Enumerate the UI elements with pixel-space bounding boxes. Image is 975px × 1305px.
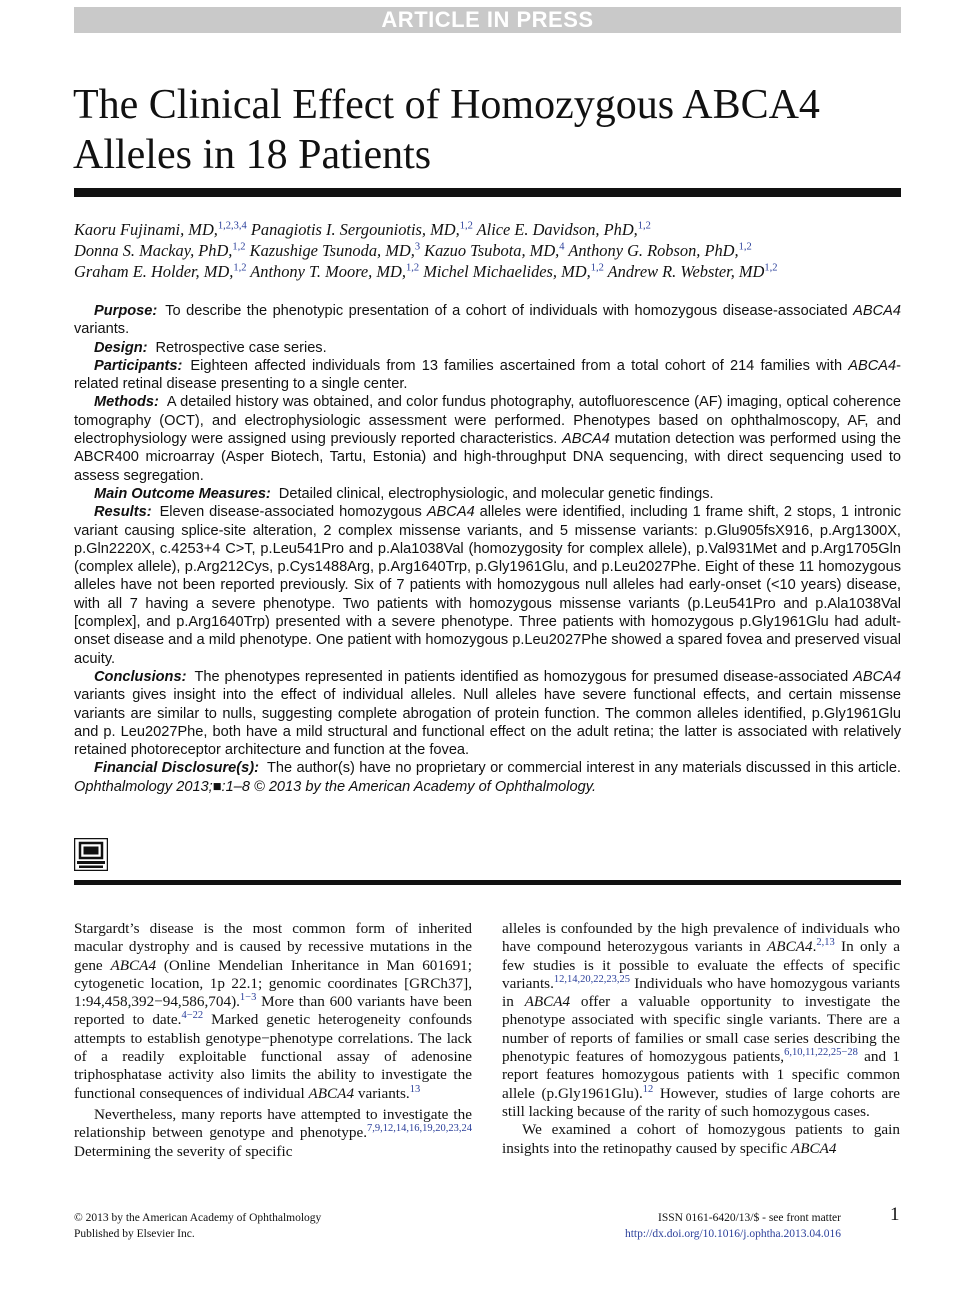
footer-copyright (74, 1211, 321, 1242)
body-paragraph: Nevertheless, many reports have attempted to investigate the relationship between genotype and phenotype.$^{7,9,12,14,16,19,20,23,24}$ Determining the severity of specific (74, 1105, 472, 1160)
author-list (74, 219, 914, 282)
gene-name: ABCA4 (853, 303, 901, 319)
author-affiliation[interactable]: 1,2 (637, 220, 651, 232)
author-name: Anthony G. Robson, PhD, (568, 241, 739, 260)
section-label: Conclusions: (94, 668, 187, 685)
author-line-3 (74, 261, 914, 282)
abstract-results: Results: Eleven disease-associated homozygous ABCA4 alleles were identified, including 1 frame shift, 2 stops, 1 intronic variant causing splice-site alteration, 2 complex missense variants, and 5 missense variants: p.Glu905fsX916, p.Arg1300X, p.Gln2220X, c.4253+4 C>T, p.Leu541Pro and p.Ala1038Val (homozygosity for complex allele), p.Val931Met and p.Arg1705Gln (complex allele), p.Arg212Cys, p.Cys1488Arg, p.Arg1640Trp, p.Gly1961Glu, and p.Leu2027Phe. Eight of these 11 homozygous alleles have not been reported previously. Six of 7 patients with homozygous null alleles had early-onset (<10 years) disease, with all 7 having a severe phenotype. Two patients with homozygous missense variants (p.Leu541Pro and p.Ala1038Val [complex], and p.Arg1640Trp) presented with a severe phenotype. Three patients with homozygous p.Gly1961Glu had adult-onset disease and a mild phenotype. One patient with homozygous p.Leu2027Phe showed a spared fovea and preserved visual acuity. (74, 504, 902, 667)
section-label: Results: (94, 504, 152, 521)
reference-citation[interactable]: 13 (409, 1083, 421, 1095)
author-affiliation[interactable]: 4 (559, 241, 565, 253)
gene-name: ABCA4 (767, 938, 813, 956)
author-name: Panagiotis I. Sergouniotis, MD, (250, 220, 460, 239)
author-line-1 (74, 219, 914, 240)
gene-name: ABCA4 (562, 431, 610, 448)
article-title: The Clinical Effect of Homozygous ABCA4 Alleles in 18 Patients (73, 82, 820, 178)
doi-link[interactable]: http://dx.doi.org/10.1016/j.ophtha.2013.04.016 (624, 1227, 841, 1240)
body-paragraph: We examined a cohort of homozygous patients to gain insights into the retinopathy caused by specific ABCA4 (502, 1121, 900, 1157)
author-name: Kaoru Fujinami, MD, (74, 220, 218, 239)
section-label: Methods: (94, 394, 159, 411)
copyright-line: © 2013 by the American Academy of Ophthalmology (74, 1212, 322, 1224)
abstract-design: Design: Retrospective case series. (94, 339, 327, 356)
author-name: Andrew R. Webster, MD (607, 262, 765, 281)
gene-name: ABCA4 (426, 504, 475, 521)
author-affiliation[interactable]: 3 (414, 241, 421, 253)
supplemental-material-icon[interactable] (74, 838, 108, 871)
body-paragraph: Stargardt’s disease is the most common form of inherited macular dystrophy and is caused by recessive mutations in the gene ABCA4 (Online Mendelian Inheritance in Man 601691; cytogenetic location, 1p 22.1; genomic coordinates [GRCh37], 1:94,458,392−94,586,704).$^{1-3}$ More than 600 variants have been reported to date.$^{4-22}$ Marked genetic heterogeneity confounds attempts to establish genotype−phenotype correlations. The lack of a readily exploitable functional assay of adenosine triphosphatase activity also limits the ability to investigate the functional consequences of individual ABCA4 variants.$^{13}$ (74, 920, 472, 1102)
gene-name: ABCA4 (848, 357, 897, 374)
abstract-participants: Participants: Eighteen affected individuals from 13 families ascertained from a total cohort of 214 families with ABCA4-related retinal disease presenting to a single center. (74, 357, 901, 393)
abstract (74, 302, 901, 796)
gene-name: ABCA4 (790, 1139, 837, 1157)
abstract-outcome-measures: Main Outcome Measures: Detailed clinical, electrophysiologic, and molecular genetic findings. (94, 485, 714, 502)
section-label: Purpose: (94, 303, 158, 319)
abstract-purpose: Purpose: To describe the phenotypic presentation of a cohort of individuals with homozygous disease-associated ABCA4 variants. (74, 303, 901, 338)
page-number: 1 (890, 1204, 900, 1225)
reference-citation[interactable]: 2,13 (816, 937, 835, 949)
author-affiliation[interactable]: 1,2,3,4 (217, 220, 247, 232)
reference-citation[interactable]: 1−3 (239, 992, 257, 1004)
author-affiliation[interactable]: 1,2 (459, 220, 473, 232)
section-label: Financial Disclosure(s): (94, 760, 259, 777)
issn-line: ISSN 0161-6420/13/$ - see front matter (657, 1212, 841, 1224)
body-paragraph: alleles is confounded by the high prevalence of individuals who have compound heterozygous variants in ABCA4.$^{2,13}$ In only a few studies is it possible to evaluate the effects of specific variants.$^{12,14,20,22,23,25}$ Individuals who have homozygous variants in ABCA4 offer a valuable opportunity to investigate the phenotype associated with specific single variants. There are a number of reports of families or small case series describing the phenotypic features of homozygous patients,$^{6,10,11,22,25-28}$ and 1 report features homozygous patients with 1 specific common allele (p.Gly1961Glu).$^{12}$ However, studies of large cohorts are still lacking because of the rarity of such homozygous cases. (502, 920, 900, 1120)
abstract-divider (74, 880, 901, 885)
body-column-right (502, 920, 900, 1158)
abstract-conclusions: Conclusions: The phenotypes represented in patients identified as homozygous for presumed disease-associated ABCA4 variants gives insight into the effect of individual alleles. Null alleles have severe functional effects, and certain missense variants are similar to nulls, suggesting complete abrogation of protein function. The common alleles identified, p.Gly1961Glu and p. Leu2027Phe, both have a mild structural and functional effect on the adult retina; the latter is associated with relatively retained photoreceptor architecture and function at the fovea. (74, 668, 901, 759)
author-name: Michel Michaelides, MD, (423, 262, 591, 281)
gene-name: ABCA4 (110, 956, 157, 974)
author-name: Graham E. Holder, MD, (74, 262, 234, 281)
author-name: Kazushige Tsunoda, MD, (249, 241, 415, 260)
author-affiliation[interactable]: 1,2 (405, 262, 420, 274)
body-column-left (74, 920, 472, 1161)
article-in-press-banner: ARTICLE IN PRESS (74, 7, 901, 33)
author-affiliation[interactable]: 1,2 (233, 262, 247, 274)
section-label: Main Outcome Measures: (94, 485, 271, 502)
reference-citation[interactable]: 12 (642, 1083, 654, 1095)
gene-name: ABCA4 (853, 668, 901, 685)
author-name: Donna S. Mackay, PhD, (74, 241, 233, 260)
gene-name: ABCA4 (308, 1084, 355, 1102)
section-label: Design: (94, 339, 148, 356)
author-name: Kazuo Tsubota, MD, (424, 241, 560, 260)
reference-citation[interactable]: 4−22 (181, 1010, 204, 1022)
footer-identifiers (625, 1211, 841, 1242)
abstract-financial-disclosure: Financial Disclosure(s): The author(s) have no proprietary or commercial interest in any materials discussed in this article. Ophthalmology 2013;■:1–8 © 2013 by the American Academy of Ophthalmology. (74, 760, 901, 795)
gene-name: ABCA4 (524, 993, 571, 1011)
author-affiliation[interactable]: 1,2 (738, 241, 752, 253)
author-affiliation[interactable]: 1,2 (232, 241, 246, 253)
reference-citation[interactable]: 12,14,20,22,23,25 (553, 973, 630, 985)
title-divider (74, 188, 901, 197)
reference-citation[interactable]: 6,10,11,22,25−28 (784, 1047, 858, 1059)
journal-citation: Ophthalmology 2013;■:1–8 © 2013 by the American Academy of Ophthalmology. (74, 778, 596, 795)
author-affiliation[interactable]: 1,2 (590, 262, 604, 274)
publisher-line: Published by Elsevier Inc. (74, 1227, 195, 1240)
author-name: Anthony T. Moore, MD, (250, 262, 406, 281)
author-affiliation[interactable]: 1,2 (764, 262, 778, 274)
author-name: Alice E. Davidson, PhD, (476, 220, 638, 239)
abstract-methods: Methods: A detailed history was obtained, and color fundus photography, autofluorescence (AF) imaging, optical coherence tomography (OCT), and electrophysiologic assessment were performed. Phenotypes based on ophthalmoscopy, AF, and electrophysiology were assigned using previously reported characteristics. ABCA4 mutation detection was performed using the ABCR400 microarray (Asper Biotech, Tartu, Estonia) and high-throughput DNA sequencing, with direct sequencing used to assess segregation. (74, 394, 901, 484)
author-line-2 (74, 240, 914, 261)
section-label: Participants: (94, 357, 183, 374)
reference-citation[interactable]: 7,9,12,14,16,19,20,23,24 (367, 1123, 472, 1135)
